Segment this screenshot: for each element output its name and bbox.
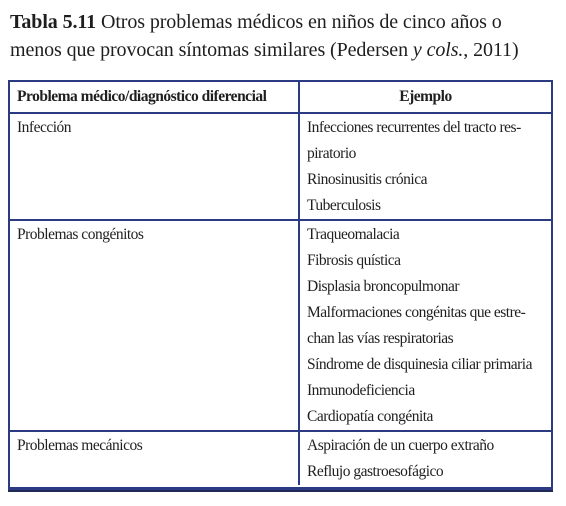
- table-row: [10, 113, 551, 220]
- example-item: Reflujo gastroesofágico: [307, 463, 444, 480]
- category-cell: Problemas congénitos: [10, 220, 299, 431]
- example-item: chan las vías respiratorias: [307, 330, 454, 347]
- example-item: Fibrosis quística: [307, 252, 401, 269]
- column-header-problem: Problema médico/diagnóstico diferencial: [10, 82, 299, 113]
- example-item: Displasia broncopulmonar: [307, 278, 460, 295]
- examples-cell: [299, 220, 551, 431]
- category-cell: Infección: [10, 113, 299, 220]
- caption-text: Otros problemas médicos en niños de cinco años o menos que provocan síntomas similares (Pedersen: [10, 11, 502, 61]
- caption-citation-year: , 2011): [463, 39, 519, 61]
- example-item: Cardiopatía congénita: [307, 408, 433, 425]
- table-body: [10, 113, 551, 485]
- example-item: Malformaciones congénitas que estre-: [307, 304, 526, 321]
- example-item: Tuberculosis: [307, 197, 381, 214]
- table-row: [10, 431, 551, 485]
- example-item: Aspiración de un cuerpo extraño: [307, 437, 494, 454]
- table-row: [10, 220, 551, 431]
- example-item: piratorio: [307, 145, 356, 162]
- example-item: Infecciones recurrentes del tracto res-: [307, 119, 521, 136]
- examples-cell: [299, 431, 551, 485]
- column-header-example: Ejemplo: [299, 82, 551, 113]
- examples-cell: [299, 113, 551, 220]
- table-number: Tabla 5.11: [10, 11, 97, 33]
- table-caption: [10, 8, 558, 64]
- category-cell: Problemas mecánicos: [10, 431, 299, 485]
- caption-italic-text: y cols.: [412, 39, 464, 61]
- example-item: Rinosinusitis crónica: [307, 171, 427, 188]
- differential-diagnosis-table: [8, 80, 553, 490]
- example-item: Síndrome de disquinesia ciliar primaria: [307, 356, 532, 373]
- table-header-row: [10, 82, 551, 113]
- table-grid: [10, 82, 551, 485]
- example-item: Inmunodeficiencia: [307, 382, 415, 399]
- example-item: Traqueomalacia: [307, 226, 400, 243]
